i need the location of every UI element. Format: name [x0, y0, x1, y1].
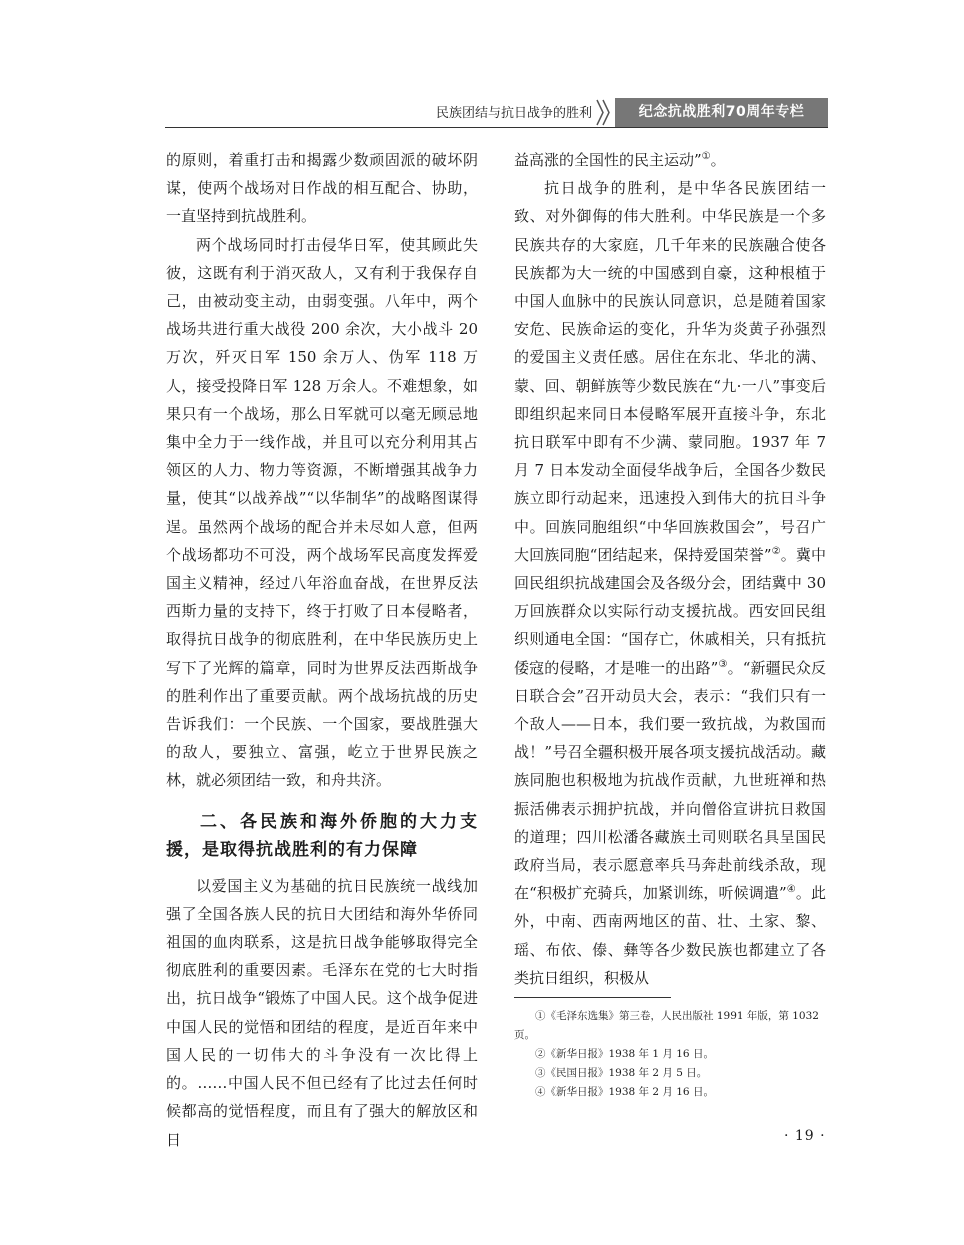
text-run: 抗日战争的胜利，是中华各民族团结一致、对外御侮的伟大胜利。中华民族是一个多民族共存的大家庭，几千年来的民族融合使各民族都为大一统的中国感到自豪，这种根植于中国人血脉中的民族认同意识，总是随着国家安危、民族命运的变化，升华为炎黄子孙强烈的爱国主义责任感。居住在东北、华北的满、蒙、回、朝鲜族等少数民族在“九·一八”事变后即组织起来同日本侵略军展开直接斗争，东北抗日联军中即有不少满、蒙同胞。1937 年 7 月 7 日本发动全面侵华战争后，全国各少数民族立即行动起来，迅速投入到伟大的抗日斗争中。回族同胞组织“中华回族救国会”，号召广大回族同胞“团结起来，保持爱国荣誉” — [514, 179, 826, 564]
column-banner: 纪念抗战胜利70周年专栏 — [615, 98, 828, 127]
running-header — [165, 98, 828, 128]
section-title: 民族团结与抗日战争的胜利 — [435, 106, 592, 121]
double-chevron-icon — [595, 98, 613, 127]
text-run: 益高涨的全国性的民主运动” — [514, 151, 702, 169]
section-heading: 二、各民族和海外侨胞的大力支援，是取得抗战胜利的有力保障 — [166, 811, 478, 860]
footnote: ①《毛泽东选集》第三卷，人民出版社 1991 年版，第 1032 页。 — [514, 1010, 819, 1041]
paragraph: 的原则，着重打击和揭露少数顽固派的破坏阴谋，使两个战场对日作战的相互配合、协助，一直坚持到抗战胜利。 — [166, 151, 478, 226]
paragraph — [514, 146, 826, 174]
footnote-ref: ① — [701, 151, 711, 162]
footnote: ④《新华日报》1938 年 2 月 16 日。 — [535, 1086, 714, 1098]
paragraph: 两个战场同时打击侵华日军，使其顾此失彼，这既有利于消灭敌人，又有利于我保存自己，由被动变主动，由弱变强。八年中，两个战场共进行重大战役 200 余次，大小战斗 20 万次，歼灭日军 150 余万人、伪军 118 万人，接受投降日军 128 万余人。不难想象，如果只有一个战场，那么日军就可以毫无顾忌地集中全力于一线作战，并且可以充分利用其占领区的人力、物力等资源，不断增强其战争力量，使其“以战养战”“以华制华”的战略图谋得逞。虽然两个战场的配合并未尽如人意，但两个战场都功不可没，两个战场军民高度发挥爱国主义精神，经过八年浴血奋战，在世界反法西斯力量的支持下，终于打败了日本侵略者，取得抗日战争的彻底胜利，在中华民族历史上写下了光辉的篇章，同时为世界反法西斯战争的胜利作出了重要贡献。两个战场抗战的历史告诉我们：一个民族、一个国家，要战胜强大的敌人，要独立、富强，屹立于世界民族之林，就必须团结一致，和舟共济。 — [166, 235, 478, 790]
paragraph — [514, 174, 826, 992]
footnote-ref: ④ — [786, 884, 796, 896]
text-run: 。此外，中南、西南两地区的苗、壮、土家、黎、瑶、布依、傣、彝等各少数民族也都建立了各类抗日组织，积极从 — [514, 884, 827, 987]
footnotes — [514, 1007, 826, 1102]
footnote: ②《新华日报》1938 年 1 月 16 日。 — [535, 1048, 714, 1060]
right-column — [514, 146, 826, 992]
page-number: · 19 · — [784, 1128, 826, 1144]
header-rule — [165, 127, 828, 128]
left-column — [166, 146, 478, 1154]
footnote: ③《民国日报》1938 年 2 月 5 日。 — [535, 1067, 708, 1079]
text-run: 。“新疆民众反日联合会”召开动员大会，表示：“我们只有一个敌人——日本，我们要一致抗战，为救国而战！”号召全疆积极开展各项支援抗战活动。藏族同胞也积极地为抗战作贡献，九世班禅和热振活佛表示拥护抗战，并向僧俗宣讲抗日救国的道理；四川松潘各藏族土司则联名具呈国民政府当局，表示愿意率兵马奔赴前线杀敌，现在“积极扩充骑兵，加紧训练，听候调遣” — [514, 658, 827, 903]
text-run: 。冀中回民组织抗战建国会及各级分会，团结冀中 30 万回族群众以实际行动支援抗战。西安回民组织则通电全国：“国存亡，休戚相关，只有抵抗倭寇的侵略，才是唯一的出路” — [514, 545, 827, 677]
paragraph: 以爱国主义为基础的抗日民族统一战线加强了全国各族人民的抗日大团结和海外华侨同祖国的血肉联系，这是抗日战争能够取得完全彻底胜利的重要因素。毛泽东在党的七大时指出，抗日战争“锻炼了中国人民。这个战争促进中国人民的觉悟和团结的程度，是近百年来中国人民的一切伟大的斗争没有一次比得上的。……中国人民不但已经有了比过去任何时候都高的觉悟程度，而且有了强大的解放区和日 — [166, 876, 478, 1149]
footnote-rule — [514, 997, 671, 998]
footnote-ref: ③ — [718, 658, 728, 670]
footnote-ref: ② — [771, 545, 781, 557]
text-run: 。 — [710, 151, 726, 169]
